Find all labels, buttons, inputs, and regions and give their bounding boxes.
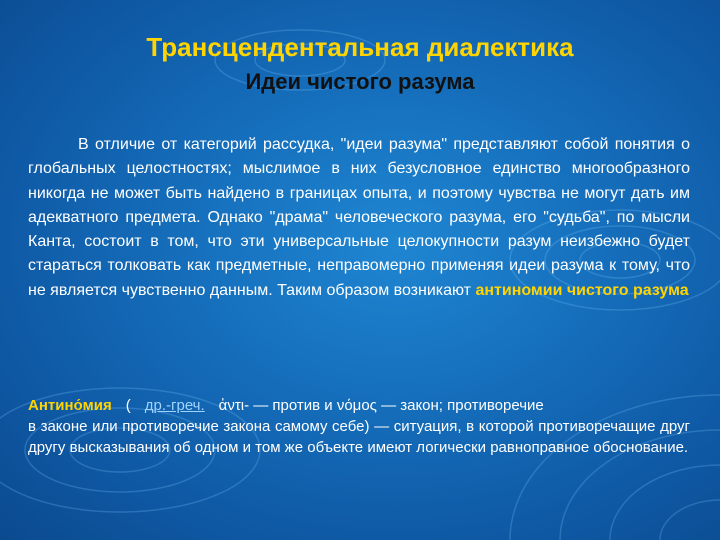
definition-term: Антино́мия bbox=[28, 397, 112, 414]
greek-link[interactable]: др.-греч. bbox=[144, 397, 205, 414]
definition-part2: в законе или противоречие закона самому себе) — ситуация, в которой противоречащие друг другу высказывания об одном и том же объекте имеют логически равноправное обоснование. bbox=[28, 418, 690, 456]
slide-subtitle: Идеи чистого разума bbox=[245, 69, 475, 94]
highlight-antinomies: антиномии чистого разума bbox=[475, 281, 689, 299]
body-paragraph bbox=[28, 133, 690, 303]
definition-paren: ( bbox=[125, 397, 131, 414]
definition-block bbox=[28, 395, 720, 458]
definition-part1: ἀντι- — против и νόμος — закон; противоречие bbox=[218, 397, 544, 414]
paragraph-text: В отличие от категорий рассудка, "идеи разума" представляют собой понятия о глобальных целостностях; мыслимое в них безусловное единство многообразного никогда не может быть найдено в границах опыта, и поэтому чувства не могут дать им адекватного предмета. Однако "драма" человеческого разума, его "судьба", по мысли Канта, состоит в том, что эти универсальные целокупности разум неизбежно будет стараться толковать как предметные, неправомерно применяя идеи разума к тому, что не является чувственно данным. Таким образом возникают bbox=[28, 136, 690, 299]
slide-title: Трансцендентальная диалектика bbox=[146, 32, 574, 62]
definition-first-line bbox=[28, 395, 720, 416]
